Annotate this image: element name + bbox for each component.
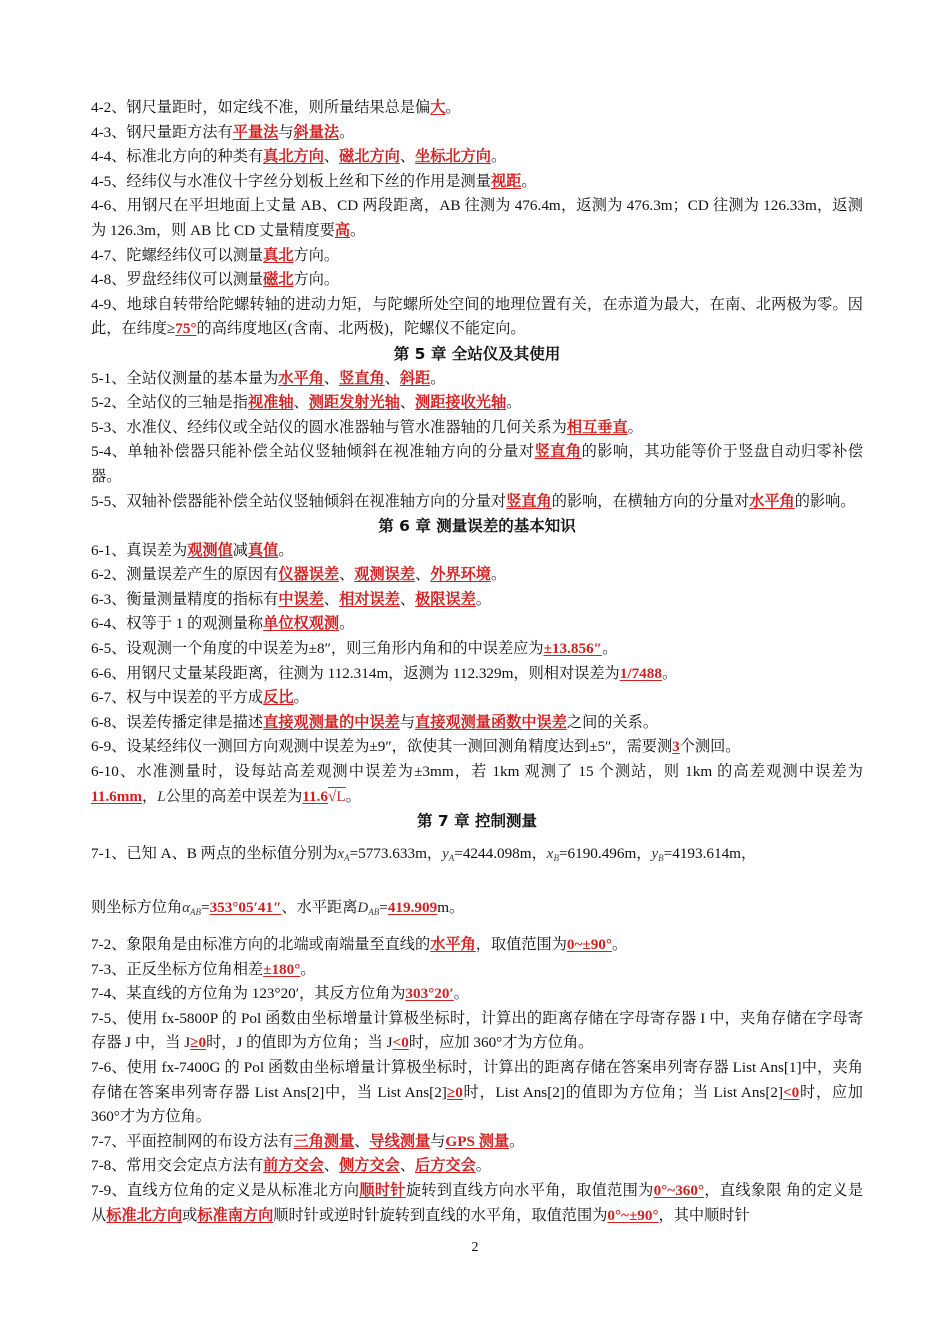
answer-blank: 0~±90° [566, 936, 612, 953]
question-item [91, 637, 863, 662]
question-item [91, 612, 863, 637]
question-text: 4-8、罗盘经纬仪可以测量 [91, 271, 264, 289]
question-text: 。 [345, 787, 361, 805]
page-number: 2 [471, 1240, 479, 1255]
math-subscript: AB [190, 907, 201, 918]
question-item [91, 121, 863, 146]
question-text: 、 [415, 566, 431, 584]
question-text: 公里的高差中误差为 [165, 787, 303, 805]
answer-blank: 11.6 [302, 787, 329, 805]
answer-blank: 单位权观测 [263, 615, 340, 633]
answer-blank: 后方交会 [415, 1157, 476, 1175]
question-item [91, 194, 863, 243]
answer-blank: 坐标北方向 [415, 148, 491, 166]
question-text: 、 [399, 394, 415, 412]
answer-blank: 相互垂直 [566, 418, 628, 436]
question-text: 时，应加 360°才为方位角。 [91, 1083, 863, 1126]
answer-blank: 11.6mm [91, 787, 143, 805]
math-variable: L [157, 788, 166, 805]
answer-blank: 观测误差 [354, 566, 415, 584]
question-text: 与 [278, 123, 294, 141]
question-text: = [379, 899, 388, 917]
question-text: 4-7、陀螺经纬仪可以测量 [91, 246, 264, 264]
chapter-7-section-a [91, 842, 863, 871]
question-text: 4-3、钢尺量距方法有 [91, 123, 233, 141]
answer-blank: ≥0 [446, 1083, 463, 1101]
question-text: 6-1、真误差为 [91, 541, 188, 559]
answer-blank: 水平角 [278, 369, 324, 387]
answer-blank: 前方交会 [263, 1157, 324, 1175]
answer-blank: 0°~360° [653, 1181, 705, 1199]
question-text: 、 [323, 148, 340, 166]
question-text: 时，应加 360°才为方位角。 [408, 1034, 594, 1052]
question-text: 5-2、全站仪的三轴是指 [91, 394, 248, 412]
chapter-5-section [91, 367, 863, 515]
question-text: 或 [182, 1206, 198, 1224]
answer-blank: 419.909 [387, 899, 438, 917]
question-text: 6-9、设某经纬仪一测回方向观测中误差为±9″，欲使其一测回测角精度达到±5″，需要测 [91, 738, 673, 756]
question-item [91, 1154, 863, 1179]
question-text: 与 [430, 1132, 446, 1150]
math-subscript: A [344, 852, 350, 863]
question-item [91, 440, 863, 489]
answer-blank: 仪器误差 [278, 566, 340, 584]
answer-blank: 标准南方向 [197, 1206, 274, 1224]
question-item [91, 563, 863, 588]
question-text: 。 [339, 123, 355, 141]
question-text: 的影响，其功能等价于竖盘自动归零补偿器。 [91, 443, 864, 485]
question-item [91, 982, 863, 1007]
question-text: 7-8、常用交会定点方法有 [91, 1157, 264, 1175]
answer-blank: 顺时针 [359, 1181, 406, 1199]
question-text: 的影响。 [794, 492, 856, 510]
answer-blank: ≥0 [190, 1034, 207, 1052]
question-text: 。 [490, 566, 507, 584]
document-page [91, 96, 863, 1228]
question-text: 、 [323, 590, 340, 608]
question-item [91, 1056, 863, 1130]
question-text: 。 [300, 960, 316, 978]
chapter-5-heading: 第 5 章 全站仪及其使用 [393, 344, 561, 363]
chapter-7-heading: 第 7 章 控制测量 [417, 812, 537, 831]
math-variable: y [651, 845, 659, 862]
answer-blank: 353°05′41″ [209, 899, 282, 917]
question-text: 7-9、直线方位角的定义是从标准北方向 [91, 1181, 360, 1199]
question-text: ， [142, 787, 158, 805]
question-item [91, 735, 863, 760]
question-text: 7-7、平面控制网的布设方法有 [91, 1132, 294, 1150]
answer-blank: 测距发射光轴 [308, 394, 400, 412]
question-text: 、 [399, 148, 415, 166]
math-subscript: AB [368, 907, 380, 918]
answer-blank: 真北方向 [263, 148, 324, 166]
answer-blank: 高 [334, 221, 351, 239]
question-item [91, 958, 863, 983]
chapter-6-section [91, 539, 863, 810]
question-text: 。 [475, 1157, 491, 1175]
question-text: 、 [339, 566, 355, 584]
chapter-4-section [91, 96, 863, 342]
answer-blank: GPS 测量 [445, 1132, 510, 1150]
question-text: 6-7、权与中误差的平方成 [91, 689, 264, 707]
question-text: 7-2、象限角是由标准方向的北端或南端量至直线的 [91, 936, 431, 953]
question-text: 6-5、设观测一个角度的中误差为±8″，则三角形内角和的中误差应为 [91, 640, 544, 658]
question-item [91, 490, 863, 515]
question-text: 个测回。 [679, 738, 741, 756]
question-item [91, 170, 863, 195]
chapter-7-section-b [91, 896, 863, 925]
answer-blank: 测距接收光轴 [415, 394, 507, 412]
question-text: 。 [453, 985, 469, 1003]
question-text: 、 [293, 394, 309, 412]
math-variable: x [546, 845, 554, 862]
question-item [91, 1007, 863, 1056]
question-text: 。 [506, 394, 522, 412]
answer-blank: 竖直角 [506, 492, 552, 510]
question-item [91, 416, 863, 441]
answer-blank: 竖直角 [534, 443, 582, 461]
question-text: ，取值范围为 [475, 936, 567, 953]
question-text: 5-1、全站仪测量的基本量为 [91, 369, 279, 387]
question-text: 减 [232, 541, 248, 559]
question-text: 、 [384, 369, 400, 387]
question-item [91, 244, 863, 269]
answer-blank: 视距 [490, 172, 522, 190]
question-text: 。 [602, 640, 618, 658]
answer-blank: 相对误差 [339, 590, 400, 608]
question-item [91, 711, 863, 736]
answer-blank: <0 [783, 1083, 800, 1101]
answer-blank: 反比 [263, 689, 294, 707]
question-item [91, 842, 863, 871]
question-text: 。 [430, 369, 446, 387]
question-text: 7-4、某直线的方位角为 123°20′，其反方位角为 [91, 985, 406, 1003]
question-item [91, 539, 863, 564]
answer-blank: 斜距 [399, 369, 431, 387]
answer-blank: 磁北 [263, 271, 294, 289]
answer-blank: 水平角 [749, 492, 795, 510]
question-text: 6-2、测量误差产生的原因有 [91, 566, 279, 584]
question-text: 。 [661, 664, 678, 682]
answer-blank: 外界环境 [430, 566, 491, 584]
question-text: 5-5、双轴补偿器能补偿全站仪竖轴倾斜在视准轴方向的分量对 [91, 492, 507, 510]
answer-blank: 磁北方向 [339, 148, 400, 166]
question-text: 5-3、水准仪、经纬仪或全站仪的圆水准器轴与管水准器轴的几何关系为 [91, 418, 567, 436]
question-text: 6-10、水准测量时，设每站高差观测中误差为±3mm，若 1km 观测了 15 个测站，则 1km 的高差观测中误差为 [91, 763, 863, 781]
question-text: 7-6、使用 fx-7400G 的 Pol 函数由坐标增量计算极坐标时，计算出的距离存储在答案串列寄存器 List Ans[1]中，夹角存储在答案串列寄存器 List Ans[2]中，当 List Ans[2] [91, 1058, 863, 1101]
answer-blank: 视准轴 [247, 394, 294, 412]
answer-blank: 0°~±90° [607, 1206, 659, 1224]
question-text: 的高纬度地区(含南、北两极)，陀螺仪不能定向。 [196, 320, 526, 338]
question-text: 7-5、使用 fx-5800P 的 Pol 函数由坐标增量计算极坐标时，计算出的距离存储在字母寄存器 I 中，夹角存储在字母寄存器 J 中，当 J [91, 1009, 863, 1052]
question-text: 、 [354, 1132, 370, 1150]
question-text: 则坐标方位角 [91, 899, 183, 917]
answer-blank: 真值 [247, 541, 279, 559]
math-subscript: B [553, 852, 559, 863]
answer-blank: 水平角 [430, 936, 476, 953]
question-text: =5773.633m， [349, 844, 443, 862]
question-item [91, 293, 863, 342]
question-text: ，其中顺时针 [658, 1206, 750, 1224]
question-text: 。 [339, 615, 355, 633]
question-text: ，直线象限 角的定义是从 [91, 1181, 864, 1224]
answer-blank: ±180° [263, 960, 301, 978]
question-text: =6190.496m， [558, 844, 652, 862]
question-item [91, 662, 863, 687]
question-text: 。 [509, 1132, 525, 1150]
question-item [91, 896, 863, 925]
question-item [91, 391, 863, 416]
question-text: 之间的关系。 [566, 713, 658, 731]
question-item [91, 96, 863, 121]
question-text: 的影响，在横轴方向的分量对 [551, 492, 750, 510]
chapter-7-section-c [91, 933, 863, 1228]
question-text: 4-2、钢尺量距时，如定线不准，则所量结果总是偏 [91, 99, 431, 116]
question-text: 。 [475, 590, 491, 608]
answer-blank: 1/7488 [619, 664, 662, 682]
chapter-6-heading: 第 6 章 测量误差的基本知识 [378, 517, 576, 536]
question-text: 。 [350, 221, 366, 239]
question-item [91, 760, 863, 809]
answer-blank: ±13.856″ [543, 640, 603, 658]
question-text: = [201, 899, 210, 917]
answer-blank: 75° [175, 320, 197, 338]
question-item [91, 367, 863, 392]
answer-blank: 三角测量 [293, 1132, 355, 1150]
formula-spacer [91, 870, 863, 896]
question-text: 旋转到直线方向水平角，取值范围为 [405, 1181, 654, 1199]
question-text: 。 [445, 99, 461, 116]
question-text: 6-4、权等于 1 的观测量称 [91, 615, 264, 633]
question-text: =4193.614m， [663, 844, 757, 862]
question-text: 与 [399, 713, 415, 731]
question-text: 4-9、地球自转带给陀螺转轴的进动力矩，与陀螺所处空间的地理位置有关，在赤道为最大，在南、北两极为零。因此，在纬度≥ [91, 295, 863, 338]
math-subscript: A [448, 852, 455, 863]
question-text: 。 [490, 148, 507, 166]
answer-blank: 观测值 [187, 541, 233, 559]
question-text: 、 [323, 369, 340, 387]
math-variable: α [182, 900, 190, 917]
question-text: 5-4、单轴补偿器只能补偿全站仪竖轴倾斜在视准轴方向的分量对 [91, 443, 535, 461]
question-text: 方向。 [293, 271, 340, 289]
question-text: 时，J 的值即为方位角；当 J [206, 1034, 393, 1052]
answer-blank: 平量法 [232, 123, 279, 141]
answer-blank: <0 [392, 1034, 409, 1052]
question-item [91, 1179, 863, 1228]
question-text: 7-1、已知 A、B 两点的坐标值分别为 [91, 844, 338, 862]
answer-blank: 竖直角 [339, 369, 385, 387]
question-text: 时，List Ans[2]的值即为方位角；当 List Ans[2] [462, 1083, 784, 1101]
question-text: 4-6、用钢尺在平坦地面上丈量 AB、CD 两段距离，AB 往测为 476.4m，返测为 476.3m；CD 往测为 126.33m，返测为 126.3m，则 AB 比 CD 丈量精度要 [91, 197, 863, 239]
question-item [91, 145, 863, 170]
answer-blank: 导线测量 [369, 1132, 431, 1150]
question-text: 。 [627, 418, 643, 436]
question-text: 7-3、正反坐标方位角相差 [91, 960, 264, 978]
answer-blank: 标准北方向 [106, 1206, 183, 1224]
question-text: 。 [611, 936, 628, 953]
sqrt-expression: √L [328, 787, 346, 805]
answer-blank: 极限误差 [415, 590, 476, 608]
answer-blank: 斜量法 [293, 123, 340, 141]
math-variable: y [442, 845, 449, 862]
answer-blank: 303°20′ [405, 985, 454, 1003]
question-item [91, 268, 863, 293]
question-text: 。 [521, 172, 537, 190]
question-text: =4244.098m， [454, 844, 547, 862]
question-text: 6-3、衡量测量精度的指标有 [91, 590, 279, 608]
math-variable: x [337, 845, 345, 862]
question-item [91, 933, 863, 958]
answer-blank: 直接观测量函数中误差 [415, 713, 567, 731]
question-text: 4-4、标准北方向的种类有 [91, 148, 264, 166]
question-text: 顺时针或逆时针旋转到直线的水平角，取值范围为 [273, 1206, 608, 1224]
question-text: m。 [437, 899, 465, 917]
question-text: 。 [293, 689, 309, 707]
answer-blank: 真北 [263, 246, 294, 264]
question-item [91, 686, 863, 711]
question-text: 、 [399, 590, 415, 608]
question-text: 、 [399, 1157, 415, 1175]
question-item [91, 588, 863, 613]
question-text: 6-8、误差传播定律是描述 [91, 713, 264, 731]
math-subscript: B [658, 852, 664, 863]
answer-blank: 大 [430, 99, 446, 116]
question-item [91, 1130, 863, 1155]
question-text: 、水平距离 [281, 899, 358, 917]
question-text: 方向。 [293, 246, 340, 264]
answer-blank: 3 [672, 738, 680, 756]
math-variable: D [357, 900, 369, 917]
question-text: 4-5、经纬仪与水准仪十字丝分划板上丝和下丝的作用是测量 [91, 172, 491, 190]
answer-blank: 中误差 [278, 590, 324, 608]
answer-blank: 直接观测量的中误差 [263, 713, 400, 731]
answer-blank: 侧方交会 [339, 1157, 400, 1175]
question-text: 。 [278, 541, 294, 559]
question-text: 、 [323, 1157, 340, 1175]
question-text: 6-6、用钢尺丈量某段距离，往测为 112.314m，返测为 112.329m，则相对误差为 [91, 664, 620, 682]
